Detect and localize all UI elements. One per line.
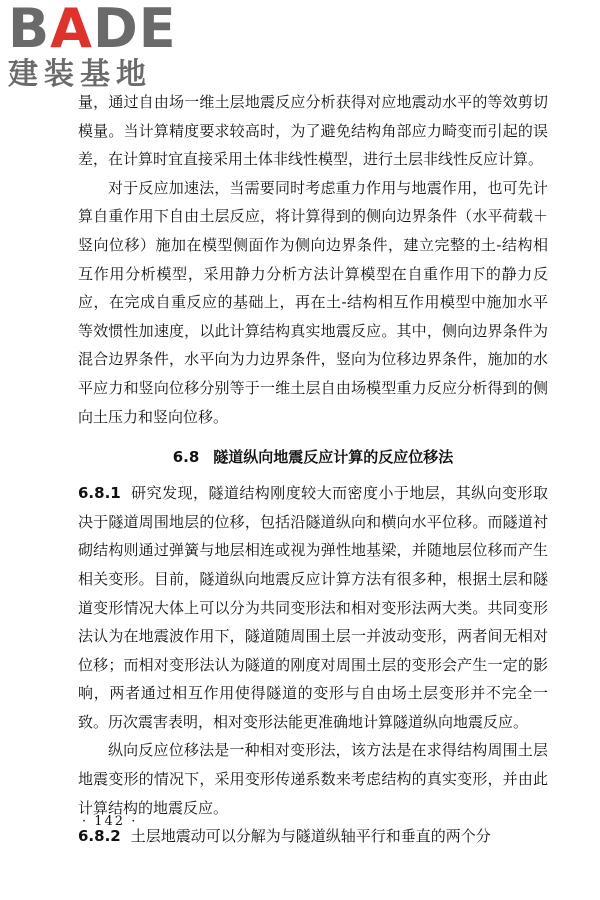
clause-6-8-1: [78, 479, 548, 736]
section-heading: [78, 443, 548, 471]
paragraph-reaction-acceleration: 对于反应加速法，当需要同时考虑重力作用与地震作用，也可先计算自重作用下自由土层反应，将计算得到的侧向边界条件（水平荷载＋竖向位移）施加在模型侧面作为侧向边界条件，建立完整的土-结构相互作用分析模型，采用静力分析方法计算模型在自重作用下的静力反应，在完成自重反应的基础上，再在土-结构相互作用模型中施加水平等效惯性加速度，以此计算结构真实地震反应。其中，侧向边界条件为混合边界条件，水平向为力边界条件，竖向为位移边界条件，施加的水平应力和竖向位移分别等于一维土层自由场模型重力反应分析得到的侧向土压力和竖向位移。: [78, 178, 548, 426]
clause-number: 6.8.1: [78, 484, 121, 503]
logo-letters-start: B: [8, 0, 51, 60]
page-number: · 142 ·: [82, 814, 138, 829]
brand-logo: [8, 2, 183, 94]
logo-subtitle: 建装基地: [8, 57, 152, 92]
logo-wordmark: [8, 0, 183, 60]
clause-text: 研究发现，隧道结构刚度较大而密度小于地层，其纵向变形取决于隧道周围地层的位移，包括沿隧道纵向和横向水平位移。而隧道衬砌结构则通过弹簧与地层相连或视为弹性地基梁，并随地层位移而产生相关变形。目前，隧道纵向地震反应计算方法有很多种，根据土层和隧道变形情况大体上可以分为共同变形法和相对变形法两大类。共同变形法认为在地震波作用下，隧道随周围土层一并波动变形，两者间无相对位移；而相对变形法认为隧道的刚度对周围土层的变形会产生一定的影响，两者通过相互作用使得隧道的变形与自由场土层变形并不完全一致。历次震害表明，相对变形法能更准确地计算隧道纵向地震反应。: [78, 484, 548, 731]
section-title: 隧道纵向地震反应计算的反应位移法: [213, 448, 454, 467]
logo-letters-end: DE: [92, 0, 177, 60]
paragraph-longitudinal-method: 纵向反应位移法是一种相对变形法，该方法是在求得结构周围土层地震变形的情况下，采用变形传递系数来考虑结构的真实变形，并由此计算结构的地震反应。: [78, 741, 548, 817]
paragraph-continuation: 量，通过自由场一维土层地震反应分析获得对应地震动水平的等效剪切模量。当计算精度要求较高时，为了避免结构角部应力畸变而引起的误差，在计算时宜直接采用土体非线性模型，进行土层非线性反应计算。: [78, 93, 548, 169]
section-number: 6.8: [172, 448, 200, 467]
clause-text: 土层地震动可以分解为与隧道纵轴平行和垂直的两个分: [130, 827, 491, 846]
page-body: [78, 88, 548, 851]
clause-6-8-2: [78, 822, 548, 851]
clause-number: 6.8.2: [78, 827, 121, 846]
logo-letter-accent: A: [50, 0, 93, 60]
